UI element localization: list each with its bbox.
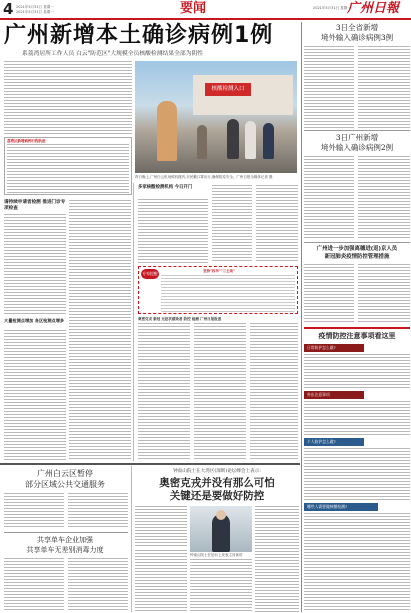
right-mid-headline-2: 境外输入确诊病例2例	[320, 143, 394, 152]
bm-headline-1: 奥密克戎并没有那么可怕	[159, 477, 275, 489]
photo-speaker-head	[216, 510, 226, 520]
policy-text-a	[304, 264, 354, 324]
col2-text	[69, 200, 131, 460]
right-top-text-b	[358, 46, 410, 128]
bl-text-2a	[4, 558, 64, 612]
policy-headline-2: 新冠肺炎疫情防控管理措施	[324, 254, 390, 260]
bottom-divider	[0, 463, 300, 465]
photo-person	[263, 123, 274, 159]
bl-text-2b	[68, 558, 128, 612]
page-header	[0, 0, 411, 20]
tip-tag-1: 日常防护怎么做?	[304, 344, 364, 352]
paper-logo: 广州日報	[347, 1, 400, 16]
expert-tips-box	[138, 266, 298, 314]
bm-photo-caption: 钟南山院士在论坛上发表主旨演讲	[190, 553, 243, 557]
right-divider-1	[304, 130, 410, 131]
tip-tag-2: 外出注意事项	[304, 391, 364, 399]
col4-text	[212, 185, 252, 263]
bl-headline-1b: 部分区域公共交通服务	[25, 480, 105, 489]
expert-label: 专家提醒	[141, 269, 159, 279]
main-subhead: 系荔湾居所工作人员 白云"防范区"大规模全员核酸检测结果全部为阴性	[22, 51, 204, 57]
photo-caption: 昨日晚上,广州白云机场候机楼内,市民戴口罩出行,确保防疫安全。广州日报全媒体记者 摄	[135, 175, 273, 179]
left-col-heading: 请持续申请者检测 推进门诊专项检查	[4, 200, 66, 211]
itinerary-text	[7, 144, 129, 194]
page-number: 4	[3, 0, 14, 18]
tip-tag-3: 个人防护怎么做?	[304, 438, 364, 446]
photo-person	[245, 121, 256, 159]
bl-text-1a	[4, 493, 64, 529]
right-divider	[301, 22, 302, 612]
expert-title: 坚持"四早""三主动"	[203, 269, 235, 273]
tip-text-4	[304, 513, 410, 611]
right-mid-headline-1: 3日广州新增	[335, 133, 379, 142]
right-mid-text-b	[358, 156, 410, 240]
tip-text-3	[304, 448, 410, 500]
left-col-subhead: 大量检测点增加 各区检测点增多	[4, 318, 65, 323]
col8-text	[250, 323, 298, 461]
tip-tag-4: 哪些人需要做核酸检测?	[304, 503, 378, 511]
main-photo	[135, 61, 297, 173]
bm-text-a	[135, 506, 187, 546]
header-right-date: 2021年5月31日 星期一	[313, 6, 351, 10]
bm-photo	[190, 506, 252, 552]
bm-text-b	[135, 550, 187, 612]
bl-headline-1a: 广州白云区暂停	[37, 469, 93, 478]
tips-headline: 疫情防控注意事项看这里	[318, 332, 396, 340]
bl-text-1b	[68, 493, 128, 529]
bm-headline-2: 关键还是要做好防控	[169, 490, 265, 502]
tip-text-1	[304, 354, 410, 388]
photo-person	[197, 125, 207, 159]
itinerary-box	[4, 137, 132, 195]
bottom-vertical-divider	[131, 466, 132, 612]
bm-text-d	[255, 506, 299, 612]
section-title: 要闻	[180, 1, 207, 16]
col7-text	[194, 323, 246, 461]
lead-paragraph	[4, 61, 132, 135]
header-edition: 2021年5月31日 星期一	[16, 10, 54, 14]
divider	[133, 183, 134, 461]
photo-person	[227, 119, 239, 159]
right-top-headline-1: 3日全省新增	[335, 23, 379, 32]
tip-text-2	[304, 401, 410, 435]
col3-text	[138, 199, 208, 263]
itinerary-title: 荔湾区新增病例行程轨迹	[7, 139, 46, 143]
expert-text	[161, 275, 295, 313]
right-top-headline-2: 境外输入确诊病例3例	[320, 33, 394, 42]
header-divider	[0, 18, 411, 20]
bl-headline-2a: 共享单车企业加强	[37, 536, 93, 544]
right-mid-text-a	[304, 156, 354, 240]
photo-sign: 核酸检测入口	[205, 83, 251, 96]
left-col-text	[4, 214, 66, 314]
bm-text-c	[190, 559, 252, 612]
right-divider-3	[304, 327, 410, 329]
photo-person	[157, 101, 177, 161]
right-divider-2	[304, 242, 410, 243]
right-top-text-a	[304, 46, 354, 128]
policy-text-b	[358, 264, 410, 324]
col6-text	[138, 323, 190, 461]
main-headline: 广州新增本土确诊病例1例	[4, 23, 274, 48]
bm-kicker: 钟南山院士在大湾区(深圳)论坛峰会上表示:	[173, 469, 261, 474]
ticker-line: 奥密克戎 新冠 无症状感染者 防控 检测 广州日报报道	[138, 317, 222, 321]
bl-divider	[4, 532, 128, 533]
header-date: 2021年5月31日 星期一	[16, 5, 54, 9]
bl-headline-2b: 共享单车无差别消毒力度	[26, 546, 104, 554]
policy-headline-1: 广州进一步加强离穗进(返)京人员	[316, 246, 398, 252]
mid-heading: 多家核酸检测机构 今日开门	[138, 185, 193, 190]
col5-text	[256, 185, 298, 263]
left-col-text-2	[4, 330, 66, 460]
